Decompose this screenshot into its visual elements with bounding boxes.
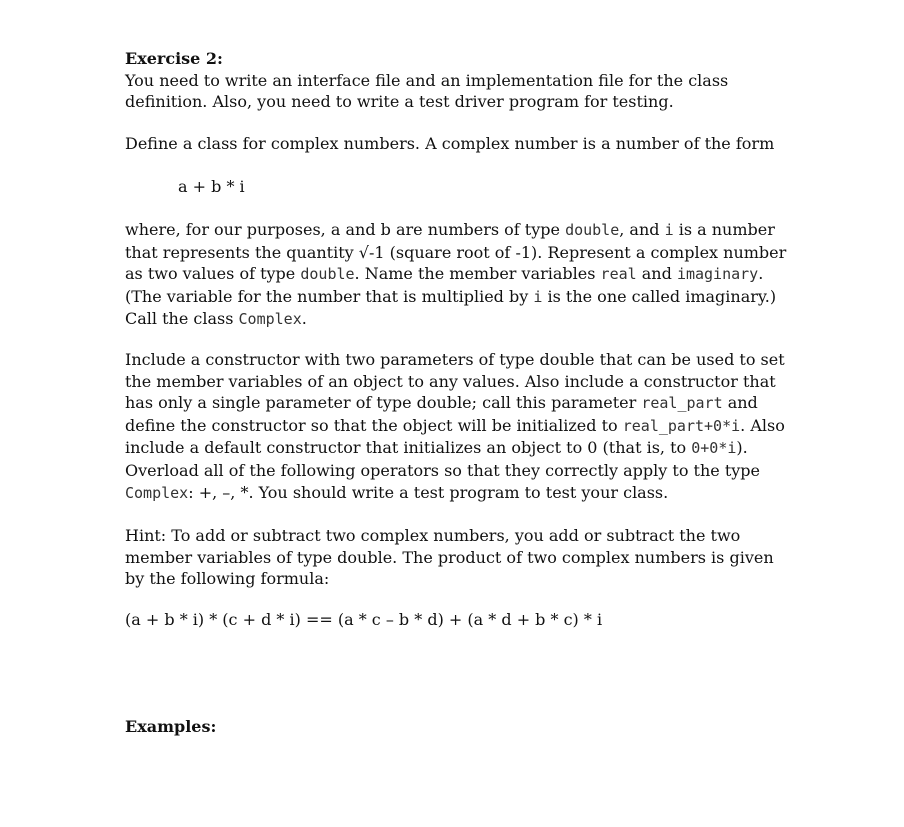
where-text bbox=[125, 219, 795, 331]
where-t4: . Name the member variables bbox=[354, 264, 601, 284]
define-paragraph bbox=[125, 133, 795, 155]
where-t8: . bbox=[301, 309, 307, 329]
exercise-header bbox=[125, 48, 795, 113]
code-zero: 0+0*i bbox=[691, 439, 737, 458]
ctor-t4: ). Overload all of the following operators so that they correctly apply to the type bbox=[125, 438, 761, 480]
where-t2: , and bbox=[619, 220, 665, 239]
code-complex: Complex bbox=[238, 310, 302, 329]
where-t1: where, for our purposes, a and b are numbers of type bbox=[125, 220, 566, 239]
code-imaginary: imaginary bbox=[676, 265, 759, 284]
intro-line-2: definition. Also, you need to write a test driver program for testing. bbox=[125, 92, 674, 112]
where-t5: and bbox=[636, 264, 677, 284]
ctor-t5: : +, –, *. You should write a test program to test your class. bbox=[188, 482, 669, 502]
ctor-t3: . Also include a default constructor that initializes an object to 0 (that is, to bbox=[125, 415, 785, 458]
code-double: double bbox=[565, 221, 620, 239]
examples-section bbox=[125, 716, 795, 738]
code-double-2: double bbox=[300, 265, 355, 284]
hint-text: Hint: To add or subtract two complex numbers, you add or subtract the two member variables of type double. The product of two complex numbers is given by the following formula: bbox=[125, 526, 774, 589]
examples-title: Examples: bbox=[125, 717, 217, 736]
formula-product-text: (a + b * i) * (c + d * i) == (a * c – b * d) + (a * d + b * c) * i bbox=[125, 610, 603, 629]
code-complex-2: Complex bbox=[125, 483, 189, 502]
where-paragraph bbox=[125, 219, 795, 331]
code-real-part: real_part bbox=[641, 394, 723, 413]
intro-line-1: You need to write an interface file and an implementation file for the class bbox=[125, 70, 729, 90]
define-text: Define a class for complex numbers. A complex number is a number of the form bbox=[125, 134, 775, 153]
code-init: real_part+0*i bbox=[622, 416, 741, 435]
code-i-2: i bbox=[533, 287, 543, 306]
code-i: i bbox=[664, 221, 674, 239]
where-t6: . (The variable for the number that is multiplied by bbox=[125, 264, 764, 306]
formula-product bbox=[125, 609, 795, 631]
formula-simple-text: a + b * i bbox=[178, 177, 245, 196]
ctor-t1: Include a constructor with two parameters of type double that can be used to set the member variables of an object to any values. Also include a constructor that has only a single parameter of type double; call this parameter bbox=[125, 350, 785, 413]
exercise-title: Exercise 2: bbox=[125, 49, 223, 68]
hint-paragraph bbox=[125, 525, 795, 590]
ctor-t2: and define the constructor so that the object will be initialized to bbox=[125, 393, 758, 435]
constructor-paragraph bbox=[125, 349, 795, 504]
formula-simple bbox=[178, 176, 578, 198]
constructor-text bbox=[125, 349, 795, 504]
where-t7: is the one called imaginary.) Call the class bbox=[125, 286, 777, 329]
code-real: real bbox=[600, 265, 637, 284]
where-t3: is a number that represents the quantity √-1 (square root of -1). Represent a complex number as two values of type bbox=[125, 220, 787, 284]
